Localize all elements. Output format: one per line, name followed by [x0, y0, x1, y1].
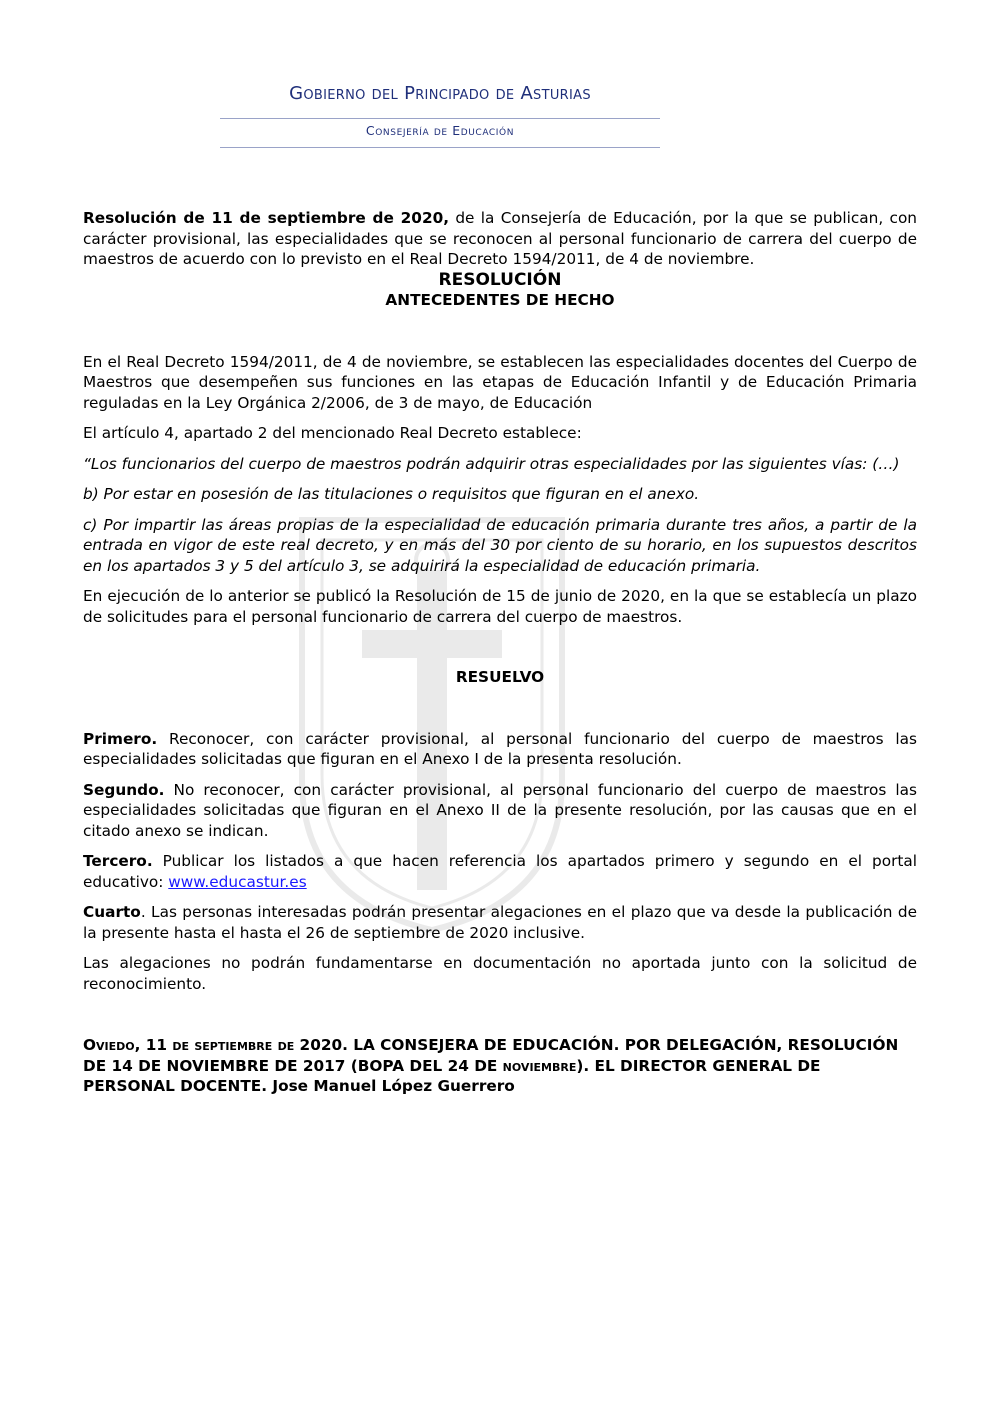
intro-bold: Resolución de 11 de septiembre de 2020,: [83, 209, 450, 227]
antecedentes-paragraph-2: El artículo 4, apartado 2 del mencionado Real Decreto establece:: [83, 424, 582, 442]
tercero-text: Publicar los listados a que hacen referencia los apartados primero y segundo en el portal educativo:: [83, 852, 917, 891]
letterhead: [220, 82, 660, 148]
segundo-label: Segundo.: [83, 780, 165, 799]
heading-resuelvo: RESUELVO: [455, 668, 545, 686]
signature-part-5: ). EL DIRECTOR GENERAL DE PERSONAL DOCENTE. Jose Manuel López Guerrero: [83, 1056, 821, 1095]
heading-antecedentes: ANTECEDENTES DE HECHO: [385, 291, 615, 309]
resuelvo-tercero: [83, 851, 917, 892]
heading-resolucion: RESOLUCIÓN: [438, 269, 562, 290]
signature-part-2: de septiembre de: [172, 1036, 295, 1054]
letterhead-title: Gobierno del Principado de Asturias: [289, 83, 591, 104]
signature-part-1: Oviedo, 11: [83, 1036, 173, 1054]
segundo-text: No reconocer, con carácter provisional, al personal funcionario del cuerpo de maestros las especialidades solicitadas que figuran en el Anexo II de la presente resolución, por las causas que en el citado anexo se indican.: [83, 780, 917, 840]
antecedentes-paragraph-3: En ejecución de lo anterior se publicó la Resolución de 15 de junio de 2020, en la que se establecía un plazo de solicitudes para el personal funcionario de carrera del cuerpo de maestros.: [83, 587, 917, 626]
primero-label: Primero.: [83, 729, 158, 748]
resuelvo-primero: [83, 729, 917, 770]
cuarto-text: . Las personas interesadas podrán presentar alegaciones en el plazo que va desde la publicación de la presente hasta el hasta el 26 de septiembre de 2020 inclusive.: [83, 903, 917, 942]
intro-paragraph: [83, 208, 917, 270]
quote-line-b: b) Por estar en posesión de las titulaciones o requisitos que figuran en el anexo.: [83, 485, 700, 503]
document-body: [83, 208, 917, 1097]
intro-text: de la Consejería de Educación, por la que se publican, con carácter provisional, las especialidades que se reconocen al personal funcionario de carrera del cuerpo de maestros de acuerdo con lo previsto en el Real Decreto 1594/2011, de 4 de noviembre.: [83, 209, 917, 268]
alegaciones-paragraph: Las alegaciones no podrán fundamentarse en documentación no aportada junto con la solicitud de reconocimiento.: [83, 954, 917, 993]
educastur-link[interactable]: www.educastur.es: [168, 872, 307, 891]
antecedentes-paragraph-1: En el Real Decreto 1594/2011, de 4 de noviembre, se establecen las especialidades docentes del Cuerpo de Maestros que desempeñen sus funciones en las etapas de Educación Infantil y de Educación Primaria reguladas en la Ley Orgánica 2/2006, de 3 de mayo, de Educación: [83, 352, 917, 412]
signature-block: [83, 1035, 917, 1097]
signature-part-4: noviembre: [502, 1056, 577, 1075]
tercero-label: Tercero.: [83, 852, 153, 870]
letterhead-rule-top: [220, 118, 660, 119]
signature-part-3: 2020. LA CONSEJERA DE EDUCACIÓN. POR DELEGACIÓN, RESOLUCIÓN DE 14 DE NOVIEMBRE DE 2017 (BOPA DEL 24 DE: [83, 1036, 899, 1075]
letterhead-rule-bottom: [220, 147, 660, 148]
resuelvo-segundo: [83, 780, 917, 842]
cuarto-label: Cuarto: [83, 903, 141, 921]
quote-line-c: c) Por impartir las áreas propias de la especialidad de educación primaria durante tres años, a partir de la entrada en vigor de este real decreto, y en más del 30 por ciento de su horario, en los supuestos descritos en los apartados 3 y 5 del artículo 3, se adquirirá la especialidad de educación primaria.: [83, 515, 917, 575]
quote-line-1: “Los funcionarios del cuerpo de maestros podrán adquirir otras especialidades por las siguientes vías: (…): [83, 454, 900, 473]
letterhead-subtitle: Consejería de Educación: [365, 123, 515, 138]
resuelvo-cuarto: [83, 902, 917, 943]
primero-text: Reconocer, con carácter provisional, al personal funcionario del cuerpo de maestros las especialidades solicitadas que figuran en el Anexo I de la presenta resolución.: [83, 729, 917, 768]
